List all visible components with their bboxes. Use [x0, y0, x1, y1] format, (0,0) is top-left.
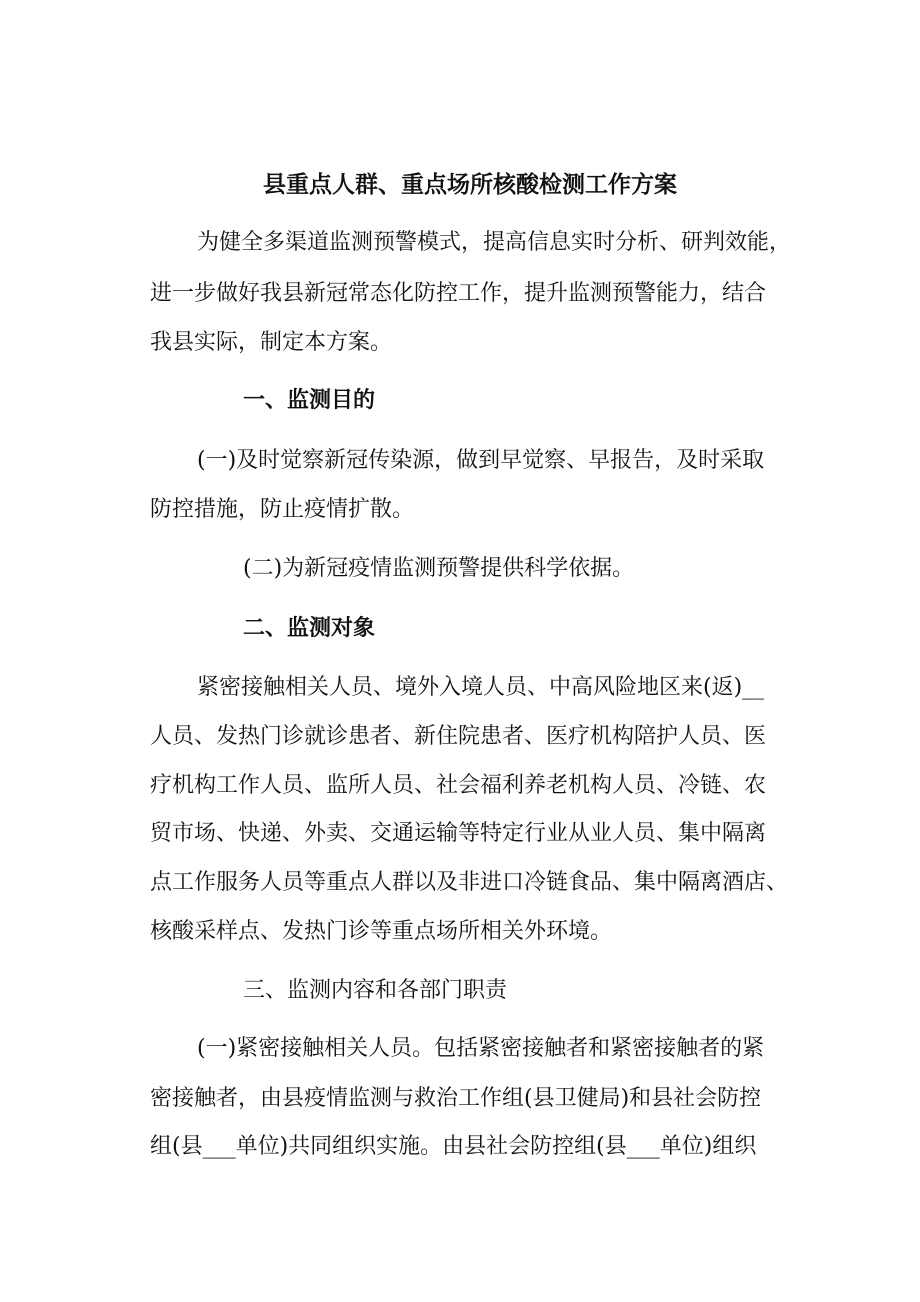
- intro-line-1: 为健全多渠道监测预警模式，提高信息实时分析、研判效能，: [197, 230, 792, 255]
- targets-line-6: 核酸采样点、发热门诊等重点场所相关外环境。: [150, 919, 613, 944]
- content-item-1-line-2: 密接触者，由县疫情监测与救治工作组(县卫健局)和县社会防控: [150, 1086, 762, 1111]
- section-heading-content: 三、监测内容和各部门职责: [243, 978, 508, 1003]
- document-title: 县重点人群、重点场所核酸检测工作方案: [263, 172, 677, 198]
- section-heading-purpose: 一、监测目的: [243, 388, 376, 413]
- targets-line-4: 贸市场、快递、外卖、交通运输等特定行业从业人员、集中隔离: [150, 821, 767, 846]
- targets-line-5: 点工作服务人员等重点人群以及非进口冷链食品、集中隔离酒店、: [150, 870, 789, 895]
- targets-line-2: 人员、发热门诊就诊患者、新住院患者、医疗机构陪护人员、医: [150, 724, 767, 749]
- content-item-1-line-3: 组(县___单位)共同组织实施。由县社会防控组(县___单位)组织: [150, 1134, 757, 1159]
- intro-line-3: 我县实际，制定本方案。: [150, 330, 393, 355]
- purpose-item-1-line-2: 防控措施，防止疫情扩散。: [150, 497, 415, 522]
- targets-line-3: 疗机构工作人员、监所人员、社会福利养老机构人员、冷链、农: [150, 773, 767, 798]
- purpose-item-2: (二)为新冠疫情监测预警提供科学依据。: [243, 556, 635, 581]
- content-item-1-line-1: (一)紧密接触相关人员。包括紧密接触者和紧密接触者的紧: [197, 1036, 765, 1061]
- purpose-item-1-line-1: (一)及时觉察新冠传染源，做到早觉察、早报告，及时采取: [197, 448, 765, 473]
- targets-line-1: 紧密接触相关人员、境外入境人员、中高风险地区来(返)__: [197, 675, 765, 700]
- intro-line-2: 进一步做好我县新冠常态化防控工作，提升监测预警能力，结合: [150, 281, 767, 306]
- section-heading-targets: 二、监测对象: [243, 616, 376, 641]
